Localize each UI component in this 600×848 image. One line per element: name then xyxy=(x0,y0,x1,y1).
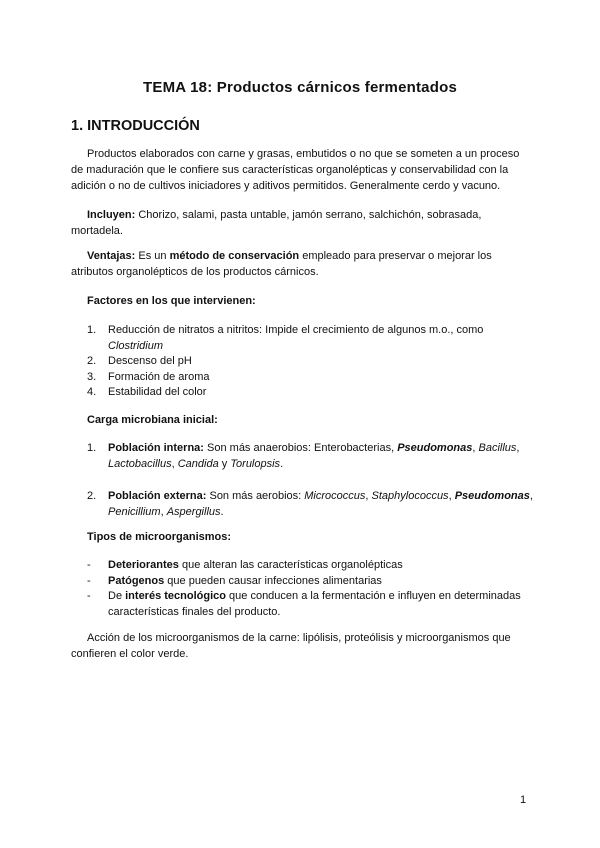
organism-name: Pseudomonas xyxy=(397,442,473,454)
list-item xyxy=(87,558,537,574)
incluyen-label: Incluyen: xyxy=(87,209,136,221)
separator: y xyxy=(218,457,231,470)
tipo-text: que pueden causar infecciones alimentarias xyxy=(164,574,382,587)
list-number: 4. xyxy=(87,386,97,398)
list-item xyxy=(87,589,537,620)
separator: , xyxy=(516,442,520,454)
document-title: TEMA 18: Productos cárnicos fermentados xyxy=(143,79,457,96)
factores-list xyxy=(87,323,537,401)
tipo-pre: De xyxy=(108,590,126,602)
list-bullet: - xyxy=(87,559,91,571)
organism-name: Lactobacillus xyxy=(108,457,172,470)
organism-name: Torulopsis xyxy=(230,457,281,470)
page-number: 1 xyxy=(520,794,527,806)
incluyen-text: Chorizo, salami, pasta untable, jamón serrano, salchichón, sobrasada, mortadela. xyxy=(71,209,482,237)
accion-paragraph: Acción de los microorganismos de la carne: lipólisis, proteólisis y microorganismos que confieren el color verde. xyxy=(71,632,511,660)
tipo-text: que conducen a la fermentación e influyen en determinadas características finales del producto. xyxy=(108,590,521,618)
list-item xyxy=(87,323,537,354)
tipo-bold: interés tecnológico xyxy=(125,590,226,602)
separator: , xyxy=(472,442,479,454)
organism-name: Pseudomonas xyxy=(454,490,530,502)
organism-name: Micrococcus xyxy=(304,490,366,502)
list-item xyxy=(87,354,537,370)
carga-list xyxy=(87,441,537,520)
organism-name: Aspergillus xyxy=(166,505,221,518)
list-italic: Clostridium xyxy=(108,339,164,352)
separator: . xyxy=(220,505,224,518)
separator: , xyxy=(160,505,167,518)
intro-paragraph: Productos elaborados con carne y grasas, embutidos o no que se someten a un proceso de maduración que le confiere sus características organolépticas y conservabilidad con la adición o no de cultivos iniciadores y aditivos permitidos. Generalmente cerdo y vacuno. xyxy=(71,148,520,192)
separator: , xyxy=(365,490,372,502)
list-text: Formación de aroma xyxy=(108,370,210,383)
carga-heading: Carga microbiana inicial: xyxy=(87,414,218,426)
list-number: 2. xyxy=(87,355,97,367)
separator: , xyxy=(529,490,533,502)
list-item xyxy=(87,370,537,386)
ventajas-paragraph xyxy=(71,248,531,280)
incluyen-paragraph xyxy=(71,207,531,239)
list-text: Reducción de nitratos a nitritos: Impide el crecimiento de algunos m.o., como xyxy=(108,324,484,336)
list-number: 3. xyxy=(87,370,97,383)
separator: . xyxy=(280,457,284,470)
organism-name: Candida xyxy=(177,457,219,470)
tipo-text: que alteran las características organolépticas xyxy=(178,559,403,571)
externa-label: Población externa: xyxy=(108,490,207,502)
list-bullet: - xyxy=(87,590,91,602)
factores-heading: Factores en los que intervienen: xyxy=(87,295,256,307)
list-item xyxy=(87,385,537,401)
list-number: 1. xyxy=(87,442,97,454)
list-number: 2. xyxy=(87,490,97,502)
tipos-list xyxy=(87,558,537,620)
organism-name: Penicillium xyxy=(108,505,161,518)
list-item xyxy=(87,574,537,590)
separator: , xyxy=(448,490,455,502)
section-heading: 1. INTRODUCCIÓN xyxy=(71,118,200,134)
list-bullet: - xyxy=(87,574,91,587)
interna-label: Población interna: xyxy=(108,442,204,454)
list-number: 1. xyxy=(87,324,97,336)
tipos-heading: Tipos de microorganismos: xyxy=(87,531,232,543)
interna-text: Son más anaerobios: Enterobacterias, xyxy=(203,442,398,454)
list-text: Descenso del pH xyxy=(108,355,192,367)
ventajas-bold: método de conservación xyxy=(169,250,300,262)
ventajas-text-1: Es un xyxy=(135,250,170,262)
externa-text: Son más aerobios: xyxy=(206,490,305,502)
tipo-bold: Deteriorantes xyxy=(108,559,179,571)
ventajas-text-2: empleado para preservar o mejorar los atributos organolépticos de los productos cárnicos. xyxy=(71,250,492,278)
organism-name: Staphylococcus xyxy=(371,490,449,502)
organism-name: Bacillus xyxy=(478,442,517,454)
list-text: Estabilidad del color xyxy=(108,386,207,398)
separator: , xyxy=(171,457,178,470)
ventajas-label: Ventajas: xyxy=(87,250,136,262)
tipo-bold: Patógenos xyxy=(108,574,165,587)
list-item-externa xyxy=(87,489,537,520)
list-item-interna xyxy=(87,441,537,472)
